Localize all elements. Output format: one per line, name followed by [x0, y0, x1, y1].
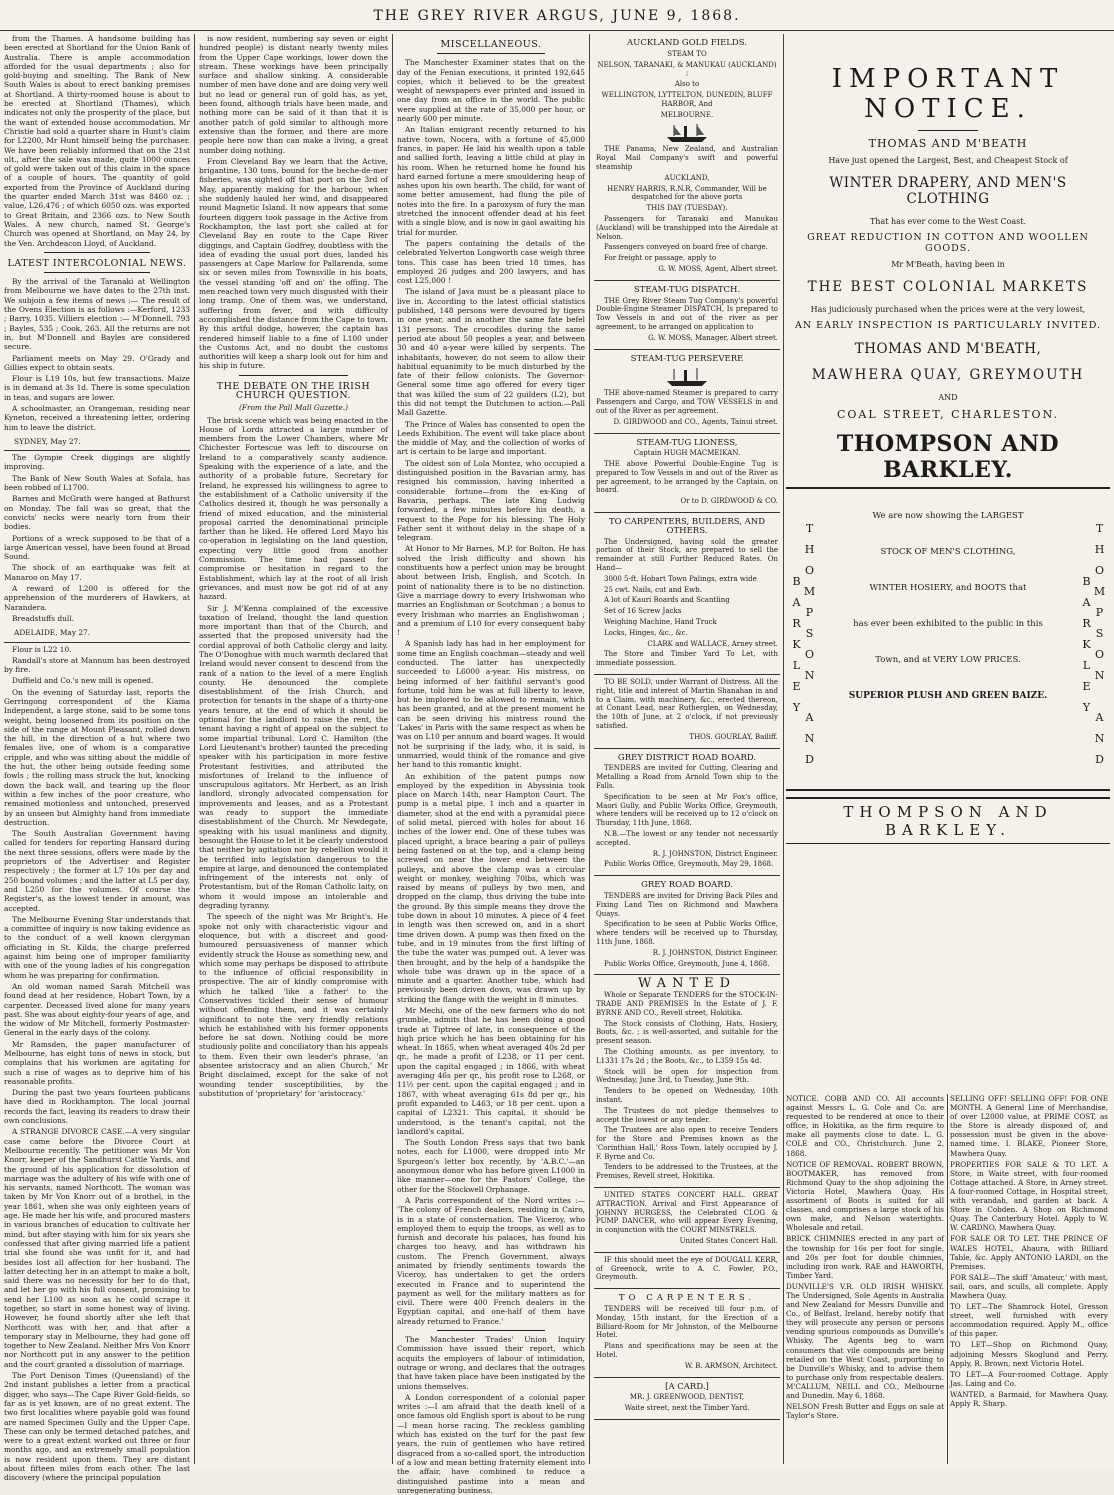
small-ad: FOR SALE OR TO LET. THE PRINCE OF WALES HOTEL, Ahaura, with Billiard Table, &c. Apply ANTONIO LARDI, on the Premises.: [950, 1234, 1108, 1271]
article-paragraph: The speech of the night was Mr Bright's. He spoke not only with characteristic vigour and eloquence, but with a discreet and good-humoured persuasiveness of manner which evidently struck the House as something new, and which some may perhaps be disposed to attribute to the influence of official responsibility in prospective. The air of kindly compromise with which he talked 'like a father' to the Conservatives tickled their sense of humour without offending them, and it was certainly significant to note the very friendly relations which he established with his former opponents before he sat down. Nothing could be more studiously polite and conciliatory than his appeals to them. Even their own leader's phrase, 'an absentee aristocracy and an alien Church,' Mr Bright disclaimed, except for the sake of not wounding tender susceptibilities, by the substitution of 'proprietary' for 'aristocracy.': [199, 912, 388, 1098]
ad-heading: GREY DISTRICT ROAD BOARD.: [617, 752, 757, 763]
ad-signature: CLARK and WALLACE, Arney street.: [647, 639, 778, 648]
ad-body: Public Works Office, Greymouth, May 29, 1868.: [604, 860, 774, 869]
article-paragraph: The Gympie Creek diggings are slightly improving.: [4, 453, 190, 472]
article-paragraph: The South Australian Government having called for tenders for reporting Hansard during the next three sessions, offers were made by the proprietors of the Advertiser and Register respectively ; the former at L7 10s per day and 250 bound volumes ; and the latter at L5 per day, and L250 for the volumes. Of course the Register's, as the lowest tender in amount, was accepted.: [4, 829, 190, 913]
notice-firm: THOMAS AND M'BEATH: [868, 137, 1028, 150]
ad-steam-tug-dispatch: [594, 281, 780, 350]
ad-signature: R. J. JOHNSTON, District Engineer.: [652, 849, 778, 858]
important-notice-panel: [786, 34, 1110, 1464]
ad-line: STEAM TO: [667, 49, 707, 58]
ad-body: For freight or passage, apply to: [604, 254, 717, 263]
notice-line: WINTER DRAPERY, AND MEN'S CLOTHING: [829, 175, 1067, 207]
ad-signature: Waite street, next the Timber Yard.: [624, 1404, 750, 1413]
ad-body: THE Grey River Steam Tug Company's powerful Double-Engine Steamer DISPATCH, Is prepared to Tow Vessels in and out of the river as per agreement, to be arranged on application to: [596, 296, 778, 331]
column-rule: [392, 34, 393, 1464]
small-ad: TO LET—A Four-roomed Cottage. Apply Jas. Laing and Co.: [950, 1369, 1108, 1388]
article-paragraph: The brisk scene which was being enacted in the House of Lords attracted a large number of members from the Lower Chambers, where Mr Chichester Fortescue was left to discourse on Ireland to a comparatively scanty audience. Speaking with the experience of a late, and the authority of a probable future, Secretary for Ireland, he expressed his willingness to agree to the establishment of a Catholic university if the Catholics desired it, though he was personally a friend of mixed education, and the ministerial proposal carried the denominational principle farther than he liked. He offered Lord Mayo his co-operation in legislating on the land question, expecting very little good from another Commission. The time had passed for compromise or hesitation in regard to the Establishment, which lay at the root of all Irish grievances, and must now be got rid of at any hazard.: [199, 415, 388, 602]
column-2: [199, 34, 388, 1464]
ad-signature: G. W. MOSS, Agent, Albert street.: [658, 264, 778, 273]
ad-wanted-tenders: [594, 975, 780, 1188]
article-paragraph: Portions of a wreck supposed to be that of a large American vessel, have been found at Broad Sound.: [4, 533, 190, 562]
ad-body: TENDERS will be received till four p.m. of Monday, 15th instant, for the Erection of a Billiard-Room for Mr Johnston, of the Melbourne Hotel.: [596, 1305, 778, 1340]
ad-line: HENRY HARRIS, R.N.R, Commander, Will be despatched for the above ports: [607, 184, 767, 202]
ad-list-item: Weighing Machine, Hand Truck: [604, 618, 717, 627]
ad-signature: R. J. JOHNSTON, District Engineer.: [652, 948, 778, 957]
block-line: Town, and at VERY LOW PRICES.: [875, 655, 1021, 665]
ad-line: Captain HUGH MACMEIKAN.: [633, 449, 741, 458]
notice-line: COAL STREET, CHARLESTON.: [837, 408, 1059, 421]
article-paragraph: The Port Denison Times (Queensland) of the 2nd instant publishes a letter from a practical digger, who says—The Cape River Gold-fields, so far as is yet known, are of no great extent. The two first localities where payable gold was found are named Specimen Gully and the Upper Cape. These can only be termed detached patches, and were to a great extent worked out three or four months ago, and an extremely small population is now resident upon them. They are distant about fifteen miles from each other. The last discovery (where the principal population: [4, 1371, 190, 1483]
ad-body: TENDERS are invited for Cutting, Clearing and Metalling a Road from Arnold Town ship to the Falls.: [596, 764, 778, 790]
ad-concert-hall: [594, 1188, 780, 1253]
ad-body: The Store and Timber Yard To Let, with immediate possession.: [596, 650, 778, 668]
article-paragraph: Flour is L22 10.: [12, 644, 72, 654]
ad-body: The Clothing amounts, as per inventory, to L1331 17s 2d ; the Boots, &c., to L359 15s 4d.: [596, 1047, 778, 1065]
article-paragraph: Parliament meets on May 29. O'Grady and Gillies expect to obtain seats.: [4, 353, 190, 372]
ad-body: UNITED STATES CONCERT HALL. GREAT ATTRACTION. Arrival and First Appearance of JOHNNY BURGESS, the Celebrated CLOG & PUMP DANCER, who will appear Every Evening, in conjunction with the COURT MINSTRELS.: [596, 1191, 778, 1235]
ad-grey-road-board: [594, 876, 780, 975]
small-ads-right: [950, 1094, 1108, 1464]
divider: [918, 130, 978, 131]
article-paragraph: From Cleveland Bay we learn that the Active, brigantine, 130 tons, bound for the beche-de-mer fisheries, was sighted off that port on the 3rd of May, apparently making for the harbour, when she suddenly hauled her wind, and disappeared round Magnetic Island. It now appears that some fourteen diggers took passage in the Active from Rockhampton, the last port she called at for Cleveland Bay en route to the Cape River diggings, and Captain Godfrey, doubtless with the idea of evading the usual port dues, landed his passengers at Cape Marlow for Pallarenda, some six or seven miles from Townsville in his boats, the vessel standing 'off and on' the offing. The men reached town very much disgusted with their long tramp. One of them was, we understand, suffering from fever, and with difficulty accomplished the distance from the Cape to town. By this artful dodge, however, the captain has rendered himself liable to a fine of L100 under the Customs Act, and no doubt the customs authorities will keep a sharp look out for him and his ship in future.: [199, 156, 388, 371]
article-paragraph: Mr Ramsden, the paper manufacturer of Melbourne, has eight tons of news in stock, but complains that his workmen are agitating for such a rise of wages as to deprive him of his reasonable profits.: [4, 1039, 190, 1086]
article-paragraph: A Spanish lady has had in her employment for some time an English coachman—steady and well conducted. The latter has unexpectedly succeeded to L6000 a-year. His mistress, on being informed of her faithful servant's good fortune, told him he was at full liberty to leave, but he implored to be allowed to remain, which has been granted, and at the present moment he can be seen driving his mistress round the 'Lakes' in Paris with the same respect as when he was on L10 per annum and board wages. It would not be surprising if the lady, who, it is said, is unmarried, would think of the romance and give her hand to this romantic knight.: [397, 639, 585, 770]
ad-line: THIS DAY (TUESDAY).: [646, 204, 728, 213]
divider: [44, 252, 150, 253]
notice-line: That has ever come to the West Coast.: [869, 217, 1027, 226]
ad-line: AUCKLAND,: [664, 173, 710, 182]
article-paragraph: Barnes and McGrath were hanged at Bathurst on Monday. The fall was so great, that the convicts' necks were nearly torn from their bodies.: [4, 494, 190, 532]
small-ad: SELLING OFF! SELLING OFF! FOR ONE MONTH. A General Line of Merchandise, of over L2000 value, at PRIME COST, as the Store is already disposed of, and possession must be given in the above-named time. I. BLAKE, Pioneer Store, Mawhera Quay.: [950, 1094, 1108, 1158]
ad-list-item: Set of 16 Screw Jacks: [604, 607, 682, 616]
article-paragraph: A reward of L200 is offered for the apprehension of the murderers of Hawkers, at Narandera.: [4, 584, 190, 612]
ad-body: N.B.—The lowest or any tender not necessarily accepted.: [596, 829, 778, 847]
divider: [44, 272, 150, 273]
article-paragraph: Randall's store at Mannum has been destroyed by fire.: [4, 655, 190, 675]
small-ad: NOTICE. COBB AND CO. All accounts against Messrs L. G. Cole and Co. are requested to be rendered at once to their office, in Hokitika, as the firm require to make all payments close to date. L. G. COLE and CO., Christchurch. June 2, 1868.: [786, 1094, 944, 1158]
ad-to-carpenters: [594, 1289, 780, 1377]
ad-body: Passengers for Taranaki and Manukau (Auckland) will be transhipped into the Airedale at Nelson.: [596, 214, 778, 241]
ad-heading: [A CARD.]: [665, 1381, 709, 1392]
ad-heading: STEAM-TUG LIONESS,: [636, 437, 738, 448]
ad-body: Public Works Office, Greymouth, June 4, 1868.: [604, 959, 770, 968]
divider: [239, 375, 348, 376]
article-paragraph: The island of Java must be a pleasant place to live in. According to the latest official statistics published, 148 persons were devoured by tigers in one year, and in another the same fate befel 131 persons. The crocodiles during the same period ate about 50 peoples a year, and between 30 and 40 a-year were killed by serpents. The inhabitants, however, do not seem to allow their habitual equanimity to be much disturbed by the fate of their fellow colonists. The Governor-General some time ago offered for every tiger that was killed the sum of 22 guilders (L2), but this did not tempt the Dutchmen to action.—Pall Mall Gazette.: [397, 287, 585, 418]
ad-heading: TO CARPENTERS, BUILDERS, AND OTHERS.: [608, 517, 766, 536]
article-paragraph: The Prince of Wales has consented to open the Leeds Exhibition. The event will take place about the middle of May, and the collection of works of art is certain to be large and important.: [397, 419, 585, 457]
article-paragraph: At Honor to Mr Barnes, M.P. for Bolton. He has solved the Irish difficulty and shown his constituents how a perfect union may be brought about between Irish, English, and Scotch. In point of nationality there is to be no distinction. Give a marriage dowry to every Irishwoman who marries an Englishman or Scotchman ; a bonus to every Irishman who marries an Englishwoman ; and a premium of L10 for every consequent baby !: [397, 544, 585, 638]
ad-heading: GREY ROAD BOARD.: [641, 880, 733, 891]
small-ad: TO LET—Shop on Richmond Quay, adjoining Messrs Skoglund and Perry. Apply, R. Brown, next Victoria Hotel.: [950, 1340, 1108, 1368]
ad-list-item: A lot of Kauri Boards and Scantling: [604, 596, 730, 605]
article-paragraph: The Bank of New South Wales at Sofala, has been robbed of L1700.: [4, 473, 190, 493]
ad-list-item: 3000 5-ft. Hobart Town Palings, extra wide: [604, 574, 757, 583]
article-paragraph: The oldest son of Lola Montez, who occupied a distinguished position in the Bavarian army, has resigned his commission, having inherited a considerable fortune—from the ex-King of Bavaria, perhaps. The late King Ludwig forwarded, a few minutes before his death, a request to the Pope for his blessing. The Holy Father sent it without delay in the shape of a telegram.: [397, 458, 585, 543]
ad-body: Tenders to be addressed to the Trustees, at the Premises, Revell street, Hokitika.: [596, 1163, 778, 1181]
article-paragraph: The papers containing the details of the celebrated Yelverton Longworth case weigh three tons. This case has been tried 18 times, has employed 26 judges and 200 lawyers, and has cost L25,000 !: [397, 238, 585, 286]
ad-line: WELLINGTON, LYTTELTON, DUNEDIN, BLUFF HARBOR, And: [601, 90, 773, 108]
notice-line: Have just opened the Largest, Best, and Cheapest Stock of: [828, 156, 1068, 165]
small-ad: FOR SALE—The skiff 'Amateur,' with mast, sail, oars, and sculls, all complete. Apply Mawhera Quay.: [950, 1272, 1108, 1300]
notice-line: GREAT REDUCTION IN COTTON AND WOOLLEN GOODS.: [807, 232, 1089, 254]
ad-body: Whole or Separate TENDERS for the STOCK-IN-TRADE AND PREMISES In the Estate of J. F. BYRNE AND CO., Revell street, Hokitika.: [596, 991, 778, 1017]
thompson-barkley-footer: THOMPSON AND BARKLEY.: [786, 797, 1110, 844]
article-paragraph: from the Thames. A handsome building has been erected at Shortland for the Union Bank of Australia. There is ample accommodation afforded for the usual departments ; also for gold-buying and smelting. The Bank of New South Wales is about to erect banking premises at Shortland. A thirty-roomed house is about to be erected at Shortland (Thames), which indicates not only the prosperity of the place, but the want of extended house accommodation. Mr Christie had sold a quarter share in Hunt's claim for L2200, Mr Hunt himself being the purchaser. We have been reliably informed that on the 21st ult., after the sale was made, quite 1000 ounces of gold were taken out of this claim in the space of a couple of hours. The quantity of gold exported from the Province of Auckland during the quarter ended March 31st was 8460 oz. ; value, L26,476 ; of which 6050 ozs. was exported to Great Britain, and 2366 ozs. to New South Wales. A new church, named St. George's Church was opened at Shortland, on May 24, by the Ven. Archdeacon Lloyd, of Auckland.: [4, 34, 190, 248]
column-3: [397, 34, 585, 1495]
ad-body: THE above-named Steamer is prepared to carry Passengers and Cargo, and TOW VESSELS in and out of the River as per agreement.: [596, 389, 778, 415]
section-heading: MISCELLANEOUS.: [440, 39, 542, 50]
article-paragraph: Sir J. M'Kenna complained of the excessive taxation of Ireland, thought the land question more important than that of the Church, and asserted that the proposed university had the cordial approval of both Catholic clergy and laity. The O'Donoghue with much warmth declared that Ireland would never consent to descend from the rank of a nation to the level of a mere English county. He denounced the complete disestablishment of the Irish Church, and protection for tenants in the shape of a thirty-one years tenure, at the end of which it should be optional for the landlord to raise the rent, the tenant having a right of appeal on the subject to some impartial tribunal. Lord C. Hamilton (the Lord Lieutenant's brother) taunted the preceding speaker with his participation in more festive Protestant festivities, and attributed the misfortunes of Ireland to the influence of unscrupulous agitators. Mr Herbert, as an Irish landlord, strongly advocated compensation for improvements and leases, and as a Protestant was ready to support the immediate disestablishment of the Church. Mr Newdegate, speaking with his usual manliness and dignity, besought the House to let it be clearly understood that neither by agitation nor by rebellion would it be terrified into legislation dangerous to the empire at large, and denounced the contemplated infringement of the interests not only of Protestantism, but of the Roman Catholic laity, on whom it would impose an intolerable and degrading tyranny.: [199, 603, 388, 911]
article-paragraph: By the arrival of the Taranaki at Wellington from Melbourne we have dates to the 27th inst. We subjoin a few items of news :— The result of the Ovens Election is as follows :—Kerford, 1233 ; Barry, 1035. Villiers election :— M'Donnell, 793 ; Bayles, 535 ; Cook, 263. All the returns are not in, but M'Donnell and Bayles are considered secure.: [4, 277, 190, 352]
thompson-barkley-heading: THOMPSON AND BARKLEY.: [836, 431, 1060, 483]
ad-body: Specification to be seen at Public Works Office, where tenders will be received up to Thursday, 11th June, 1868.: [596, 920, 778, 946]
article-paragraph: A STRANGE DIVORCE CASE.—A very singular case came before the Divorce Court at Melbourne recently. The petitioner was Mr Von Knorr, keeper of the Sandhurst Cattle Yards, and the ground of his application for dissolution of marriage was the adultery of his wife with one of his servants, named Northcott. The woman was taken by Mr Von Knorr out of a brothel, in the year 1861, when she was only eighteen years of age. He made her his wife, and procured masters in various branches of education to cultivate her mind, but after staying with him for six years she confessed that after giving married life a patient trial she found she was unfit for it, and had besides lost all affection for her husband. The latter detecting her in an attempt to make a bolt, said there was no necessity for her to do that, and let her go with his full consent, promising to send her L100 as soon as he could scrape it together, so start in some honest way of living. However, he found shortly after she left that Northcott was with her, and that after a temporary stay in Melbourne, they had gone off together to New Zealand. Neither Mrs Von Knorr nor Northcott put in any answer to the petition and the court granted a dissolution of marriage.: [4, 1127, 190, 1369]
ad-signature: United States Concert Hall.: [679, 1237, 778, 1246]
article-paragraph: The shock of an earthquake was felt at Manaroo on May 17.: [4, 563, 190, 582]
ad-signature: D. GIRDWOOD and CO., Agents, Tainui street.: [613, 417, 778, 426]
ad-steam-tug-lioness: [594, 434, 780, 514]
block-line: has ever been exhibited to the public in this: [853, 619, 1043, 629]
article-paragraph: Breadstuffs dull.: [12, 613, 74, 623]
ad-body: THE Panama, New Zealand, and Australian Royal Mail Company's swift and powerful steamship: [596, 145, 778, 171]
ad-heading: AUCKLAND GOLD FIELDS.: [627, 38, 747, 48]
block-line: SUPERIOR PLUSH AND GREEN BAIZE.: [848, 691, 1048, 701]
ad-body: THE above Powerful Double-Engine Tug is prepared to Tow Vessels in and out of the River as per agreement, to be arranged by the Captain, on board.: [596, 460, 778, 495]
ad-body: Plans and specifications may be seen at the Hotel.: [596, 1342, 778, 1360]
article-paragraph: The Melbourne Evening Star understands that a committee of inquiry is now taking evidence as to the conduct of a well known clergyman officiating in St. Kilda, the charge preferred against him being one of improper familiarity with one of the young ladies of his congregation whom he was preparing for confirmation.: [4, 914, 190, 980]
ad-carpenters-builders: [594, 513, 780, 675]
small-ad: TO LET—The Shamrock Hotel, Gresson street, well furnished with every accommodation required. Apply M., office of this paper.: [950, 1302, 1108, 1339]
block-line: STOCK OF MEN'S CLOTHING,: [880, 547, 1016, 557]
divider: [437, 1330, 545, 1331]
masthead: [0, 0, 1114, 31]
notice-line: MAWHERA QUAY, GREYMOUTH: [811, 367, 1085, 383]
ad-body: The Undersigned, having sold the greater portion of their Stock, are prepared to sell the remainder at still Further Reduced Rates. On Hand—: [596, 537, 778, 573]
ad-heading: STEAM-TUG PERSEVERE: [630, 353, 744, 364]
article-paragraph: A schoolmaster, an Orangeman, residing near Kyneton, received a threatening letter, ordering him to leave the district.: [4, 403, 190, 432]
divider: [437, 53, 545, 54]
ad-body: TENDERS are invited for Driving Back Piles and Fixing Land Ties on Richmond and Mawhera Quays.: [596, 891, 778, 918]
ad-grey-district-road-board: [594, 749, 780, 877]
notice-line: AN EARLY INSPECTION IS PARTICULARLY INVITED.: [794, 320, 1102, 331]
small-ad: NELSON Fresh Butter and Eggs on sale at Taylor's Store.: [786, 1402, 944, 1421]
ad-body: The Trustees do not pledge themselves to accept the lowest or any tender.: [596, 1106, 778, 1124]
small-ad: NOTICE OF REMOVAL. ROBERT BROWN, BOOTMAKER, has removed from Richmond Quay to the shop adjoining the Victoria Hotel, Mawhera Quay. His assortment of Boots is suited for all classes, and comprises a large stock of his own make, and Nelson watertights. Wholesale and retail.: [786, 1159, 944, 1233]
article-paragraph: On the evening of Saturday last, reports the Gerringong correspondent of the Kiama Independent, a large stone, said to be some tons weight, being loosened from its position on the side of the range at Mount Pleasant, rolled down the hill, in the direction of a hut where two females live, one of whom is a comparative cripple, and who was sitting about the middle of the hut, the other being outside feeding some fowls ; the rolling mass struck the hut, knocking down the back wall, and tearing up the floor within a few inches of the poor creature, who remained motionless and untouched, preserved by an unseen but Almighty hand from immediate destruction.: [4, 687, 190, 827]
article-paragraph: A London correspondent of a colonial paper writes :—I am afraid that the death knell of a once famous old English sport is about to be rung—I mean horse racing. The reckless gambling which has existed on the turf for the past few years, the ruin of gentlemen who have retired disgraced from a so-called sport, the introduction of a low and mean betting fraternity element into the affair, have combined to reduce a distinguished pastime into a mean and unregenerating business.: [397, 1392, 585, 1495]
ad-warrant-of-distress: [594, 675, 780, 749]
column-1: [4, 34, 190, 1483]
dateline: ADELAIDE, May 27.: [4, 625, 190, 642]
ad-body: Passengers conveyed on board free of charge.: [604, 243, 768, 252]
small-ads-left: [786, 1094, 944, 1464]
ad-body: The Stock consists of Clothing, Hats, Hosiery, Boots, &c. ; is well-assorted, and suitable for the present season.: [596, 1019, 778, 1046]
article-paragraph: An Italian emigrant recently returned to his native town, Nocera, with a fortune of 45,000 francs, in paper. He laid his wealth upon a table and sallied forth, leaving a little child at play in his room. When he returned home he found his hard earned fortune a mere smouldering heap of ashes upon his own hearth. The child, for want of some better amusement, had flung the pile of notes into the fire. In a paroxysm of fury the man stretched the innocent offender dead at his feet with a single blow, and is now in gaol awaiting his trial for murder.: [397, 125, 585, 237]
article-paragraph: The South London Press says that two bank notes, each for L1000, were dropped into Mr Spurgeon's letter box recently, by 'A.B.C.'—an anonymous donor who has before given L1000 in like manner—one for the Pastors' College, the other for the Stockwell Orphanage.: [397, 1138, 585, 1194]
ad-body: Specification to be seen at Mr Fox's office, Maori Gully, and Public Works Office, Greymouth, where tenders will be received up to 12 o'clock on Thursday, 11th June, 1868.: [596, 792, 778, 828]
column-4-ads: [594, 34, 780, 1464]
steamship-icon: [664, 365, 710, 387]
article-source: (From the Pall Mall Gazette.): [238, 403, 349, 413]
notice-line: Mr M'Beath, having been in: [891, 260, 1005, 269]
ad-body: Tenders to be opened on Wednesday, 10th instant.: [596, 1087, 778, 1104]
ad-dougall-kerr: [594, 1253, 780, 1289]
article-paragraph: The Manchester Examiner states that on the day of the Fenian executions, it printed 192,645 copies, which it believed to be the greatest weight of newspapers ever printed and issued in one day from an office in the world. The public were supplied at the rate of 35,000 per hour, or nearly 600 per minute.: [397, 58, 585, 124]
ad-signature: Or to D. GIRDWOOD & CO.: [680, 497, 778, 506]
ad-dentist: [594, 1378, 780, 1420]
ad-line: Also to: [674, 80, 700, 89]
ad-signature: G. W. MOSS, Manager, Albert street.: [648, 333, 778, 342]
ad-body: IF this should meet the eye of DOUGALL KERR, of Greenock, write to A. C. Fowler, P.O., Greymouth.: [596, 1255, 778, 1282]
dateline: SYDNEY, May 27.: [4, 434, 190, 451]
article-paragraph: The Manchester Trades' Union Inquiry Commission have issued their report, which acquits the employers of labour of intimidation, outrage or wrong, and declares that the outrages that have taken place have been instigated by the unions themselves.: [397, 1335, 585, 1391]
notice-headline: IMPORTANT NOTICE.: [831, 64, 1065, 124]
block-line: WINTER HOSIERY, and BOOTS that: [869, 583, 1027, 593]
article-paragraph: Mr Mechi, one of the new farmers who do not grumble, admits that he has been doing a good trade at Tiptree of late, in consequence of the high price which he has been obtaining for his wheat. In 1865, when wheat averaged 40s 2d per qr., he made a profit of L238, or 11 per cent. upon the capital engaged ; in 1866, with wheat averaging 46s per qr., his profit rose to L268, or 11½ per cent. upon the capital engaged ; and in 1867, with wheat averaging 61s 8d per qr., his profit expanded to L463, or 18 per cent. upon a capital of L2321. This capital, it should be understood, is the tenant's capital, not the landlord's capital.: [397, 1005, 585, 1136]
ad-heading: WANTED: [637, 976, 737, 992]
ad-list-item: Locks, Hinges, &c., &c.: [604, 628, 688, 637]
notice-line: AND: [938, 393, 958, 402]
section-heading: THE DEBATE ON THE IRISH CHURCH QUESTION.: [216, 380, 371, 401]
small-ads: [786, 1094, 1110, 1464]
column-rule: [589, 34, 590, 1464]
block-line: We are now showing the LARGEST: [872, 511, 1024, 521]
article-paragraph: Duffield and Co.'s new mill is opened.: [12, 676, 154, 686]
ad-list-item: 25 cwt. Nails, cut and Ewb.: [604, 585, 702, 594]
notice-line: THE BEST COLONIAL MARKETS: [807, 279, 1089, 295]
small-ad: BRICK CHIMNIES erected in any part of the township for 16s per foot for single, and 20s per foot for double chimnies, including iron work. RAE and HAWORTH, Timber Yard.: [786, 1234, 944, 1280]
thompson-barkley-block: [786, 487, 1110, 791]
page-title: THE GREY RIVER ARGUS, JUNE 9, 1868.: [373, 8, 741, 24]
article-paragraph: During the past two years fourteen publicans have died in Rockhampton. The local journal records the fact, leaving its readers to draw their own conclusions.: [4, 1088, 190, 1126]
column-rule: [194, 34, 195, 1464]
notice-line: THOMAS AND M'BEATH,: [854, 341, 1042, 357]
notice-line: Has judiciously purchased when the prices were at the very lowest,: [810, 305, 1086, 314]
ad-line: MELBOURNE.: [660, 110, 714, 119]
small-ad: PROPERTIES FOR SALE & TO LET. A Store, in Waite street, with four-roomed Cottage attached. A Store, in Arney street. A four-roomed Cottage, in Hospital street, with verandah, and garden at back. A Store in Cobden. A Shop on Richmond Quay. The Canterbury Hotel. Apply to W. W. CARDNO, Mawhera Quay.: [950, 1159, 1108, 1233]
ad-body: The Trustees are also open to receive Tenders for the Store and Premises known as the 'Corinthian Hall,' Ross Town, lately occupied by J. F. Byrne and Co.: [596, 1126, 778, 1161]
section-heading: LATEST INTERCOLONIAL NEWS.: [7, 257, 187, 269]
article-paragraph: is now resident, numbering say seven or eight hundred people) is distant nearly twenty miles from the Upper Cape workings, lower down the stream. These workings have been principally surface and shallow sinking. A considerable number of men have done and are doing very well but no lead or general run of gold has, as yet, been found, although trials have been made, and nothing more can be said of it than that it is another patch of gold similar to although more extensive than the former, and there are more people here now than can make a living, a great number doing nothing.: [199, 34, 388, 155]
ad-signature: W. B. ARMSON, Architect.: [684, 1361, 778, 1370]
ad-steam-tug-persevere: [594, 350, 780, 434]
article-paragraph: An exhibition of the patent pumps now employed by the expedition in Abyssinia took place on March 14th, near Hampton Court. The pump is a metal pipe, 1 inch and a quarter in diameter, shod at the end with a pyramidal piece of solid metal, pierced with holes for about 16 inches of the lower end. One of these tubes was placed upright, a brace bearing a pair of pulleys being fastened on at the top, and a clamp being screwed on near the lower end between the pulleys, and above the clamp was a circular weight or monkey, weighing 70lbs, which was raised by means of pulleys by two men, and dropped on the clamp, thus driving the tube into the ground. By this simple means they drove the tube down in about 10 minutes. A piece of 4 feet in length was then screwed on, and in a short time driven down. A pump was then fixed on the tube, and in 19 minutes from the first lifting of the tube the water was pumped out. A lever was then brought, and by the help of a handspike the whole tube was drawn up in the space of a minute and a quarter. Another tube, which had previously been driven down, was drawn up by striking the flange with the weight in 8 minutes.: [397, 771, 585, 1004]
vertical-firm-name: THOMPSON AND BARKLEY: [1080, 522, 1106, 774]
ad-heading: TO CARPENTERS.: [618, 1293, 756, 1304]
small-ad: DUNVILLE'S V.R. OLD IRISH WHISKY. The Undersigned, Sole Agents in Australia and New Zealand for Messrs Dunville and Co., of Belfast, Ireland, hereby notify that they will prosecute any person or persons vending spurious compounds as Dunville's Whisky. The Agents beg to warn consumers that vile compounds are being retailed on the West Coast, purporting to be Dunville's Whisky, and to advise them to purchase only from respectable dealers. M'CALLUM, NEILL and CO., Melbourne and Dunedin. May 6, 1868.: [786, 1281, 944, 1400]
ad-line: NELSON, TARANAKI, & MANUKAU (AUCKLAND) ;: [597, 60, 777, 78]
article-paragraph: Flour is L19 10s, but few transactions. Maize is in demand at 3s 1d. There is some speculation in teas, and sugars are lower.: [4, 374, 190, 402]
small-ad: WANTED, a Barmaid, for Mawhera Quay. Apply R. Sharp.: [950, 1389, 1108, 1408]
article-paragraph: A Paris correspondent of the Nord writes :— 'The colony of French dealers, residing in Cairo, is in a state of consternation. The Viceroy, who employed them to equip the troops, as well as to furnish and decorate his palaces, has found his charges too heavy, and has withdrawn his custom. The French Government, always animated by friendly sentiments towards the Viceroy, has undertaken to get the orders executed in France and to superintend the payment as well for the military matters as for civil. There were 400 French dealers in the Egyptian capital, and one-half of them have already returned to France.': [397, 1195, 585, 1326]
article-paragraph: An old woman named Sarah Mitchell was found dead at her residence, Hobart Town, by a carpenter. Deceased lived alone for many years past. She was about eighty-four years of age, and the widow of Mr Mitchell, formerly Postmaster-General in the early days of the colony.: [4, 981, 190, 1038]
ad-body: TO BE SOLD, under Warrant of Distress. All the right, title and interest of Martin Shanahan in and to a Claim, with machinery, &c., erected thereon, at Conant Lead, near Rutherglen, on Wednesday, the 10th of June, at 2 o'clock, if not previously satisfied.: [596, 678, 778, 731]
ad-signature: THOS. GOURLAY, Bailiff.: [689, 732, 778, 741]
vertical-firm-name: THOMPSON AND BARKLEY: [790, 522, 816, 774]
column-rule: [783, 34, 784, 1464]
ad-body: Stock will be open for inspection from Wednesday, June 3rd, to Tuesday, June 9th.: [596, 1067, 778, 1085]
ad-body: MR. J. GREENWOOD, DENTIST,: [629, 1393, 745, 1402]
ad-auckland-gold-fields: [594, 34, 780, 281]
block-body: [826, 511, 1070, 727]
column-rule: [947, 1094, 948, 1464]
ad-heading: STEAM-TUG DISPATCH.: [633, 284, 741, 295]
steamship-icon: [664, 121, 710, 143]
